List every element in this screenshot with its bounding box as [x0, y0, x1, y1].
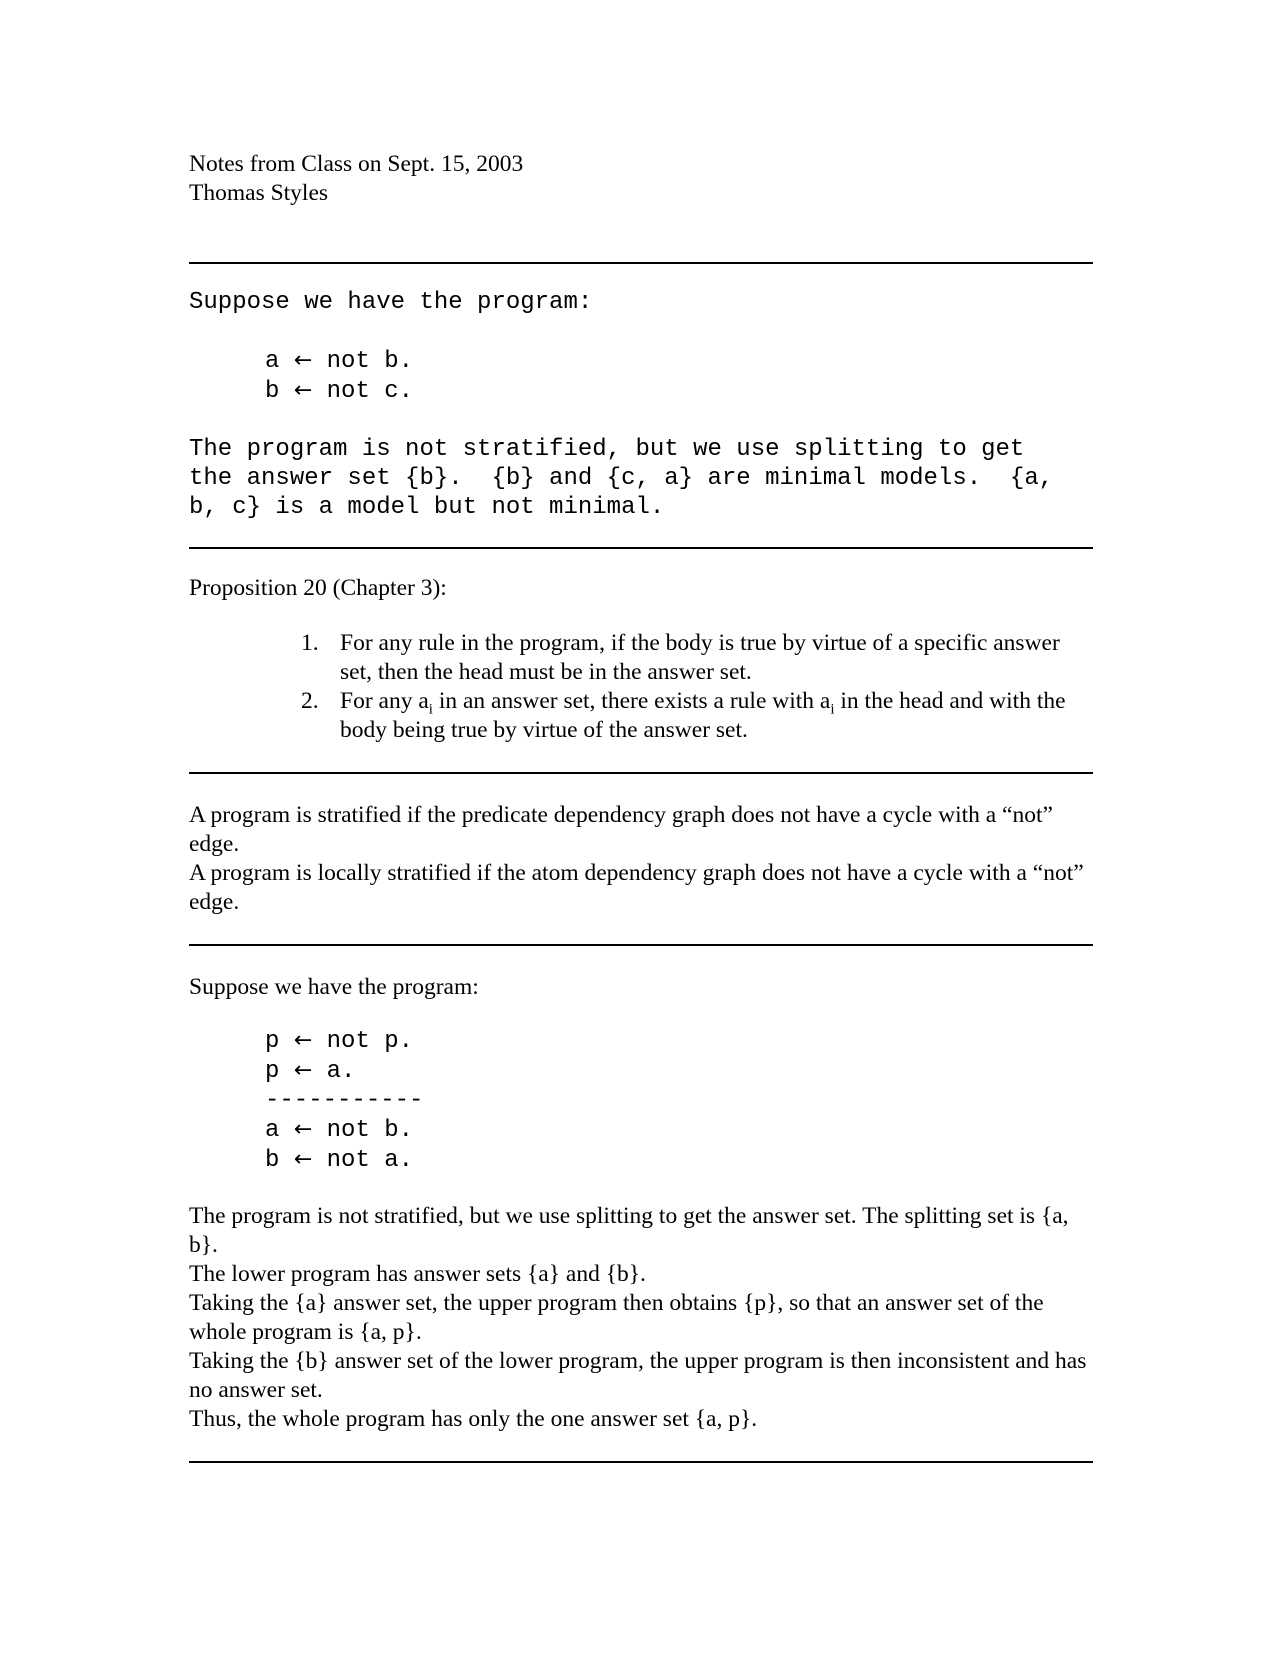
locally-stratified-definition: A program is locally stratified if the atom dependency graph does not have a cycle with a “not” edge.: [189, 860, 1084, 915]
program-2-rules: [189, 1026, 1093, 1175]
program-2-rule-2: [265, 1056, 1093, 1086]
section-4-explanation: [189, 1202, 1093, 1434]
document-page: [189, 150, 1093, 1463]
document-author: Thomas Styles: [189, 180, 329, 206]
proposition-list: [189, 629, 1093, 745]
program-separator: -----------: [265, 1087, 424, 1114]
rule-body: not p.: [326, 1028, 414, 1055]
section-1: [189, 288, 1093, 522]
item-number: 2.: [301, 688, 319, 714]
program-1-rule-1: [265, 346, 1093, 376]
rule-head: p: [265, 1058, 280, 1085]
explanation-paragraph-1: The program is not stratified, but we use splitting to get the answer set. The splitting set is {a, b}.: [189, 1203, 1069, 1258]
rule-body: not b.: [326, 1117, 414, 1144]
document-title: Notes from Class on Sept. 15, 2003: [189, 151, 524, 177]
header-block: [189, 150, 1093, 208]
item-text-part: in the head and with the body being true by virtue of the answer set.: [340, 688, 1066, 743]
proposition-item-1: [189, 629, 1093, 687]
section-2: [189, 574, 1093, 745]
explanation-paragraph-5: Thus, the whole program has only the one answer set {a, p}.: [189, 1406, 758, 1432]
program-2-rule-4: [265, 1145, 1093, 1175]
explanation-paragraph-3: Taking the {a} answer set, the upper program then obtains {p}, so that an answer set of the whole program is {a, p}.: [189, 1290, 1044, 1345]
rule-head: b: [265, 1147, 280, 1174]
left-arrow-icon: ←: [293, 348, 313, 373]
section-3: [189, 801, 1093, 917]
rule-head: a: [265, 348, 280, 375]
left-arrow-icon: ←: [293, 378, 313, 403]
rule-head: p: [265, 1028, 280, 1055]
section-4-intro: Suppose we have the program:: [189, 974, 479, 1000]
rule-body: a.: [326, 1058, 356, 1085]
program-2-rule-3: [265, 1115, 1093, 1145]
item-text-part: in an answer set, there exists a rule with a: [432, 688, 831, 714]
left-arrow-icon: ←: [293, 1028, 313, 1053]
subscript: i: [830, 701, 835, 718]
program-1-rules: [189, 346, 1093, 406]
section-1-conclusion-line-3: b, c} is a model but not minimal.: [189, 494, 665, 521]
program-1-rule-2: [265, 376, 1093, 406]
section-1-intro: Suppose we have the program:: [189, 289, 593, 316]
left-arrow-icon: ←: [293, 1117, 313, 1142]
explanation-paragraph-4: Taking the {b} answer set of the lower program, the upper program is then inconsistent and has no answer set.: [189, 1348, 1087, 1403]
rule-head: a: [265, 1117, 280, 1144]
rule-body: not c.: [326, 378, 414, 405]
section-4: [189, 973, 1093, 1434]
subscript: i: [428, 701, 433, 718]
section-1-conclusion-line-2: the answer set {b}. {b} and {c, a} are minimal models. {a,: [189, 465, 1054, 492]
stratified-definition: A program is stratified if the predicate dependency graph does not have a cycle with a “not” edge.: [189, 802, 1053, 857]
program-2-rule-1: [265, 1026, 1093, 1056]
section-divider-5: [189, 1461, 1093, 1463]
section-1-conclusion-line-1: The program is not stratified, but we use splitting to get: [189, 436, 1025, 463]
item-text: For any rule in the program, if the body is true by virtue of a specific answer set, then the head must be in the answer set.: [340, 630, 1060, 685]
item-text-part: For any a: [340, 688, 429, 714]
item-text: [334, 687, 1093, 745]
proposition-title: Proposition 20 (Chapter 3):: [189, 575, 447, 601]
rule-body: not b.: [326, 348, 414, 375]
item-number: 1.: [301, 630, 319, 656]
left-arrow-icon: ←: [293, 1058, 313, 1083]
explanation-paragraph-2: The lower program has answer sets {a} and {b}.: [189, 1261, 646, 1287]
left-arrow-icon: ←: [293, 1147, 313, 1172]
rule-head: b: [265, 378, 280, 405]
proposition-item-2: [189, 687, 1093, 745]
rule-body: not a.: [326, 1147, 414, 1174]
